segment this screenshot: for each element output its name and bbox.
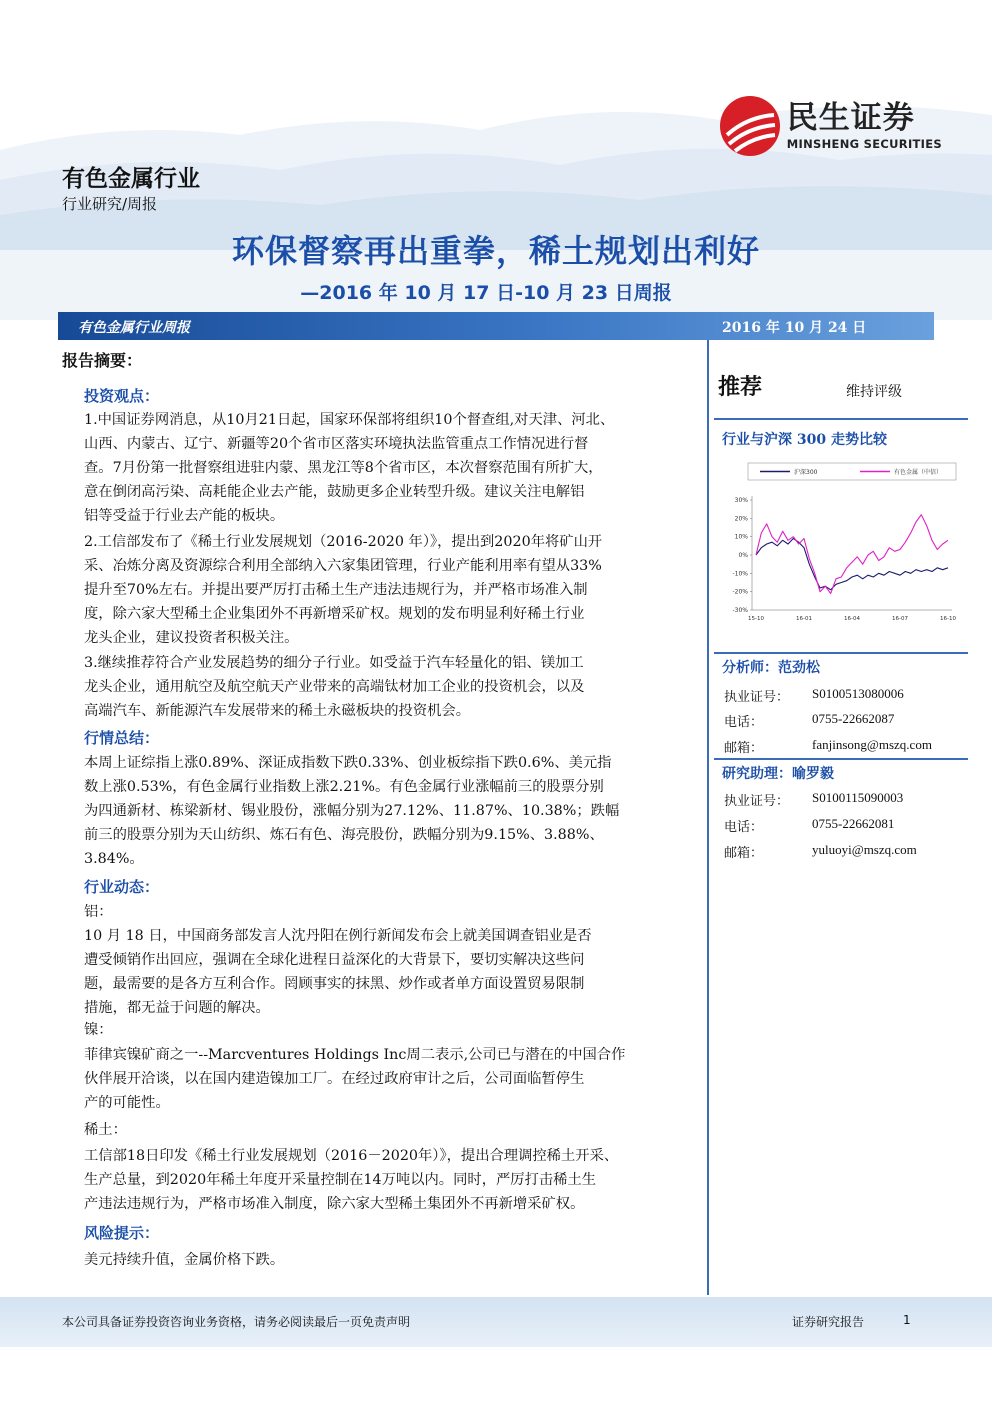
market-heading: 行情总结：	[84, 729, 160, 747]
rare-earth-news: 工信部18日印发《稀土行业发展规划（2016－2020年）》，提出合理调控稀土开采、 生产总量，到2020年稀土年度开采量控制在14万吨以内。同时，严厉打击稀土生 产违法违规行为，严格市场准入制度，除六家大型稀土集团外不再新增采矿权。	[84, 1148, 619, 1212]
y-tick-label: -20%	[732, 588, 748, 596]
summary-heading: 报告摘要：	[62, 351, 143, 370]
logo-chinese-name: 民生证券	[786, 100, 915, 136]
sidebar-rule	[714, 418, 968, 420]
risk-heading: 风险提示：	[84, 1224, 160, 1242]
legend-label: 有色金属（中信）	[894, 469, 943, 476]
analyst-cert-label: 执业证号：	[724, 690, 790, 705]
investment-point-2: 2.工信部发布了《稀土行业发展规划（2016-2020 年）》，提出到2020年将矿山开 采、冶炼分离及资源综合利用全部纳入六家集团管理，行业产能利用率有望从33% 提升至70%左右。并提出要严厉打击稀土生产违法违规行为，并严格市场准入制 度，除六家大型稀土企业集团外不再新增采矿权。规划的发布明显利好稀土行业 龙头企业，建议投资者积极关注。	[84, 534, 603, 646]
industry-name: 有色金属行业	[62, 166, 200, 192]
investment-heading: 投资观点：	[84, 387, 160, 405]
page-number: 1	[903, 1313, 911, 1327]
analyst-phone-label: 电话：	[724, 715, 764, 730]
company-logo	[719, 95, 942, 157]
assistant-cert-label: 执业证号：	[724, 794, 790, 809]
assistant-cert: S0100115090003	[812, 790, 904, 805]
dynamics-heading: 行业动态：	[84, 878, 160, 896]
x-tick-label: 16-10	[940, 616, 956, 622]
assistant-phone-label: 电话：	[724, 820, 764, 835]
risk-text: 美元持续升值，金属价格下跌。	[84, 1252, 285, 1268]
report-subtitle: —2016 年 10 月 17 日-10 月 23 日周报	[300, 282, 672, 304]
analyst-heading: 分析师：范劲松	[722, 660, 820, 676]
trend-chart	[730, 460, 966, 630]
chart-heading: 行业与沪深 300 走势比较	[722, 432, 887, 448]
rating-note: 维持评级	[846, 384, 902, 400]
rare-earth-label: 稀土：	[84, 1122, 127, 1138]
assistant-heading: 研究助理：喻罗毅	[722, 766, 834, 782]
y-tick-label: -30%	[732, 607, 748, 614]
x-tick-label: 16-07	[892, 616, 908, 622]
report-date: 2016 年 10 月 24 日	[722, 320, 867, 336]
assistant-email[interactable]: yuluoyi@mszq.com	[812, 842, 917, 857]
assistant-phone: 0755-22662081	[812, 816, 895, 831]
analyst-phone: 0755-22662087	[812, 711, 895, 726]
aluminum-news: 10 月 18 日，中国商务部发言人沈丹阳在例行新闻发布会上就美国调查铝业是否 遭受倾销作出回应，强调在全球化进程日益深化的大背景下，要切实解决这些问 题，最需要的是各方互利合作。罔顾事实的抹黑、炒作或者单方面设置贸易限制 措施，都无益于问题的解决。	[84, 928, 592, 1016]
logo-english-name: MINSHENG SECURITIES	[786, 137, 942, 151]
investment-point-1: 1.中国证券网消息，从10月21日起，国家环保部将组织10个督查组,对天津、河北、 山西、内蒙古、辽宁、新疆等20个省市区落实环境执法监管重点工作情况进行督 查。7月份第一批督察组进驻内蒙、黑龙江等8个省市区，本次督察范围有所扩大， 意在倒闭高污染、高耗能企业去产能，鼓励更多企业转型升级。建议关注电解铝 铝等受益于行业去产能的板块。	[84, 412, 615, 524]
legend-label: 沪深300	[794, 469, 818, 476]
x-tick-label: 15-10	[748, 616, 764, 622]
y-tick-label: -10%	[732, 570, 748, 578]
aluminum-label: 铝：	[84, 904, 113, 920]
assistant-email-label: 邮箱：	[724, 846, 764, 861]
y-tick-label: 20%	[734, 515, 748, 523]
nickel-news: 菲律宾镍矿商之一--Marcventures Holdings Inc周二表示,公司已与潜在的中国合作 伙伴展开洽谈，以在国内建造镍加工厂。在经过政府审计之后，公司面临暂停生 产的可能性。	[84, 1047, 626, 1111]
sidebar-rule	[714, 652, 968, 654]
footer-label: 证券研究报告	[792, 1315, 865, 1329]
analyst-email-label: 邮箱：	[724, 741, 764, 756]
report-title: 环保督察再出重拳，稀土规划出利好	[231, 232, 760, 270]
x-tick-label: 16-01	[796, 616, 812, 622]
report-type: 行业研究/周报	[62, 195, 158, 213]
y-tick-label: 10%	[734, 533, 748, 541]
investment-point-3: 3.继续推荐符合产业发展趋势的细分子行业。如受益于汽车轻量化的铝、镁加工 龙头企业，通用航空及航空航天产业带来的高端钛材加工企业的投资机会，以及 高端汽车、新能源汽车发展带来的稀土永磁板块的投资机会。	[84, 655, 585, 719]
analyst-email[interactable]: fanjinsong@mszq.com	[812, 737, 932, 752]
series-line-2	[756, 515, 948, 594]
y-tick-label: 30%	[734, 497, 748, 504]
column-divider	[707, 340, 709, 1295]
sidebar-rule	[714, 758, 968, 760]
footer-disclaimer: 本公司具备证券投资咨询业务资格，请务必阅读最后一页免责声明	[62, 1315, 411, 1329]
x-tick-label: 16-04	[844, 616, 860, 622]
rating: 推荐	[718, 375, 763, 400]
series-line-1	[756, 539, 948, 590]
analyst-cert: S0100513080006	[812, 686, 904, 701]
report-series-label: 有色金属行业周报	[78, 320, 190, 336]
market-summary: 本周上证综指上涨0.89%、深证成指数下跌0.33%、创业板综指下跌0.6%、美元指 数上涨0.53%，有色金属行业指数上涨2.21%。有色金属行业涨幅前三的股票分别 为四通新材、栋梁新材、锡业股份，涨幅分别为27.12%、11.87%、10.38%；跌幅 前三的股票分别为天山纺织、炼石有色、海亮股份，跌幅分别为9.15%、3.88%、 3.84%。	[84, 755, 620, 867]
y-tick-label: 0%	[738, 552, 748, 559]
nickel-label: 镍：	[84, 1022, 113, 1038]
logo-mark-icon	[719, 95, 781, 157]
